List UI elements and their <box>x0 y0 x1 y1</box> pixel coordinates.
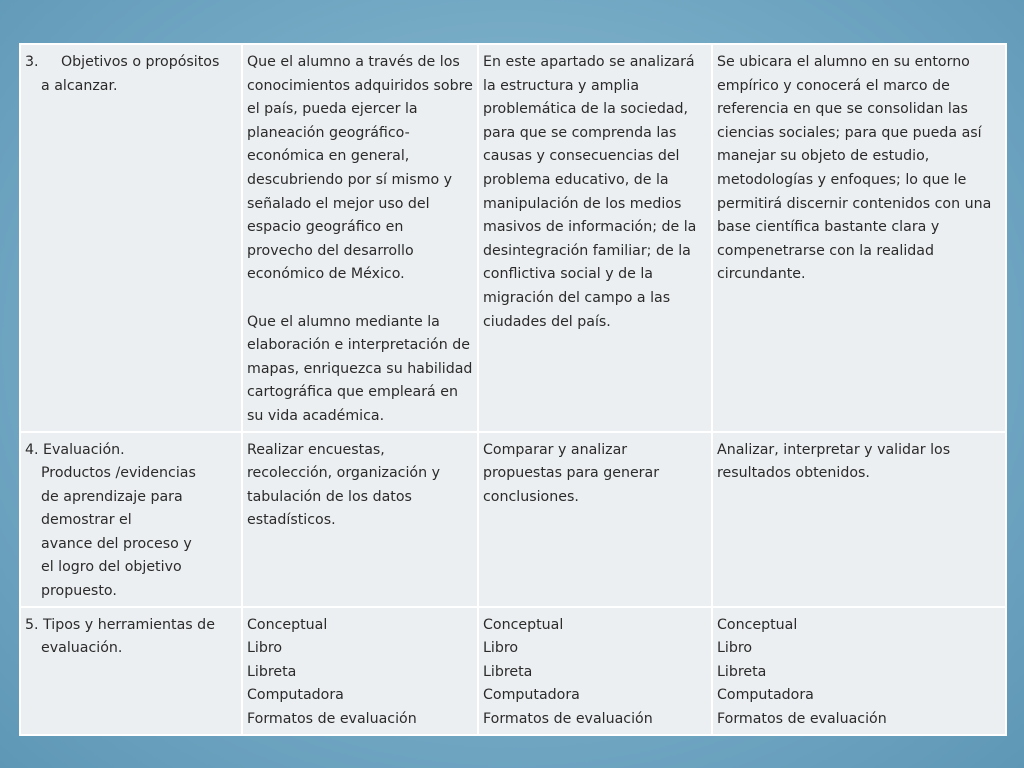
row-label-line: de aprendizaje para <box>41 488 183 505</box>
row-label-line: Productos /evidencias <box>41 465 196 482</box>
list-item: Computadora <box>483 687 580 704</box>
list-item: Libro <box>717 640 753 657</box>
cell-paragraph: Realizar encuestas, recolección, organización y tabulación de los datos estadísticos. <box>247 441 440 529</box>
row-label-evaluation <box>20 432 242 607</box>
list-item: Conceptual <box>483 616 564 633</box>
table-row-evaluation <box>20 432 1006 607</box>
table-row-tools <box>20 607 1006 735</box>
row-label-objectives <box>20 44 242 432</box>
table-cell <box>712 44 1006 432</box>
table-cell <box>712 432 1006 607</box>
table-cell <box>242 607 478 735</box>
list-item: Libreta <box>717 663 767 680</box>
table-row-objectives <box>20 44 1006 432</box>
table-cell <box>242 44 478 432</box>
row-label-line: demostrar el <box>41 512 132 529</box>
list-item: Libreta <box>483 663 533 680</box>
row-label-line: Objetivos o propósitos <box>61 54 220 70</box>
row-label-line: evaluación. <box>41 640 123 657</box>
cell-paragraph: En este apartado se analizará la estructura y amplia problemática de la sociedad, para que se comprenda las causas y consecuencias del problema educativo, de la manipulación de los medios masivos de información; de la desintegración familiar; de la conflictiva social y de la migración del campo a las ciudades del país. <box>483 54 697 330</box>
row-label-line: propuesto. <box>41 583 117 600</box>
table-cell <box>242 432 478 607</box>
list-item: Formatos de evaluación <box>247 711 417 728</box>
row-label-tools <box>20 607 242 735</box>
list-item: Computadora <box>247 687 344 704</box>
cell-paragraph: Se ubicara el alumno en su entorno empírico y conocerá el marco de referencia en que se consolidan las ciencias sociales; para que pueda así manejar su objeto de estudio, metodologías y enfoques; lo que le permitirá discernir contenidos con una base científica bastante clara y compenetrarse con la realidad circundante. <box>717 54 992 283</box>
list-item: Libreta <box>247 663 297 680</box>
row-label-line: 4. Evaluación. <box>25 441 125 458</box>
table-cell <box>478 432 712 607</box>
list-item: Conceptual <box>717 616 798 633</box>
curriculum-table <box>19 43 1007 736</box>
cell-paragraph: Analizar, interpretar y validar los resultados obtenidos. <box>717 441 951 482</box>
table-cell <box>478 44 712 432</box>
cell-paragraph: Que el alumno mediante la elaboración e interpretación de mapas, enriquezca su habilidad cartográfica que empleará en su vida académica. <box>247 313 473 424</box>
row-label-line: a alcanzar. <box>41 77 118 94</box>
list-item: Conceptual <box>247 616 328 633</box>
list-item: Formatos de evaluación <box>483 711 653 728</box>
cell-paragraph: Comparar y analizar propuestas para generar conclusiones. <box>483 441 660 505</box>
table-cell <box>478 607 712 735</box>
list-item: Computadora <box>717 687 814 704</box>
list-item: Libro <box>483 640 519 657</box>
row-number: 3. <box>25 54 39 70</box>
list-item: Formatos de evaluación <box>717 711 887 728</box>
row-label-line: el logro del objetivo <box>41 559 182 576</box>
table-cell <box>712 607 1006 735</box>
row-label-line: avance del proceso y <box>41 535 192 552</box>
row-label-line: 5. Tipos y herramientas de <box>25 616 215 633</box>
list-item: Libro <box>247 640 283 657</box>
cell-paragraph: Que el alumno a través de los conocimientos adquiridos sobre el país, pueda ejercer la planeación geográfico-económica en general, descubriendo por sí mismo y señalado el mejor uso del espacio geográfico en provecho del desarrollo económico de México. <box>247 54 473 283</box>
